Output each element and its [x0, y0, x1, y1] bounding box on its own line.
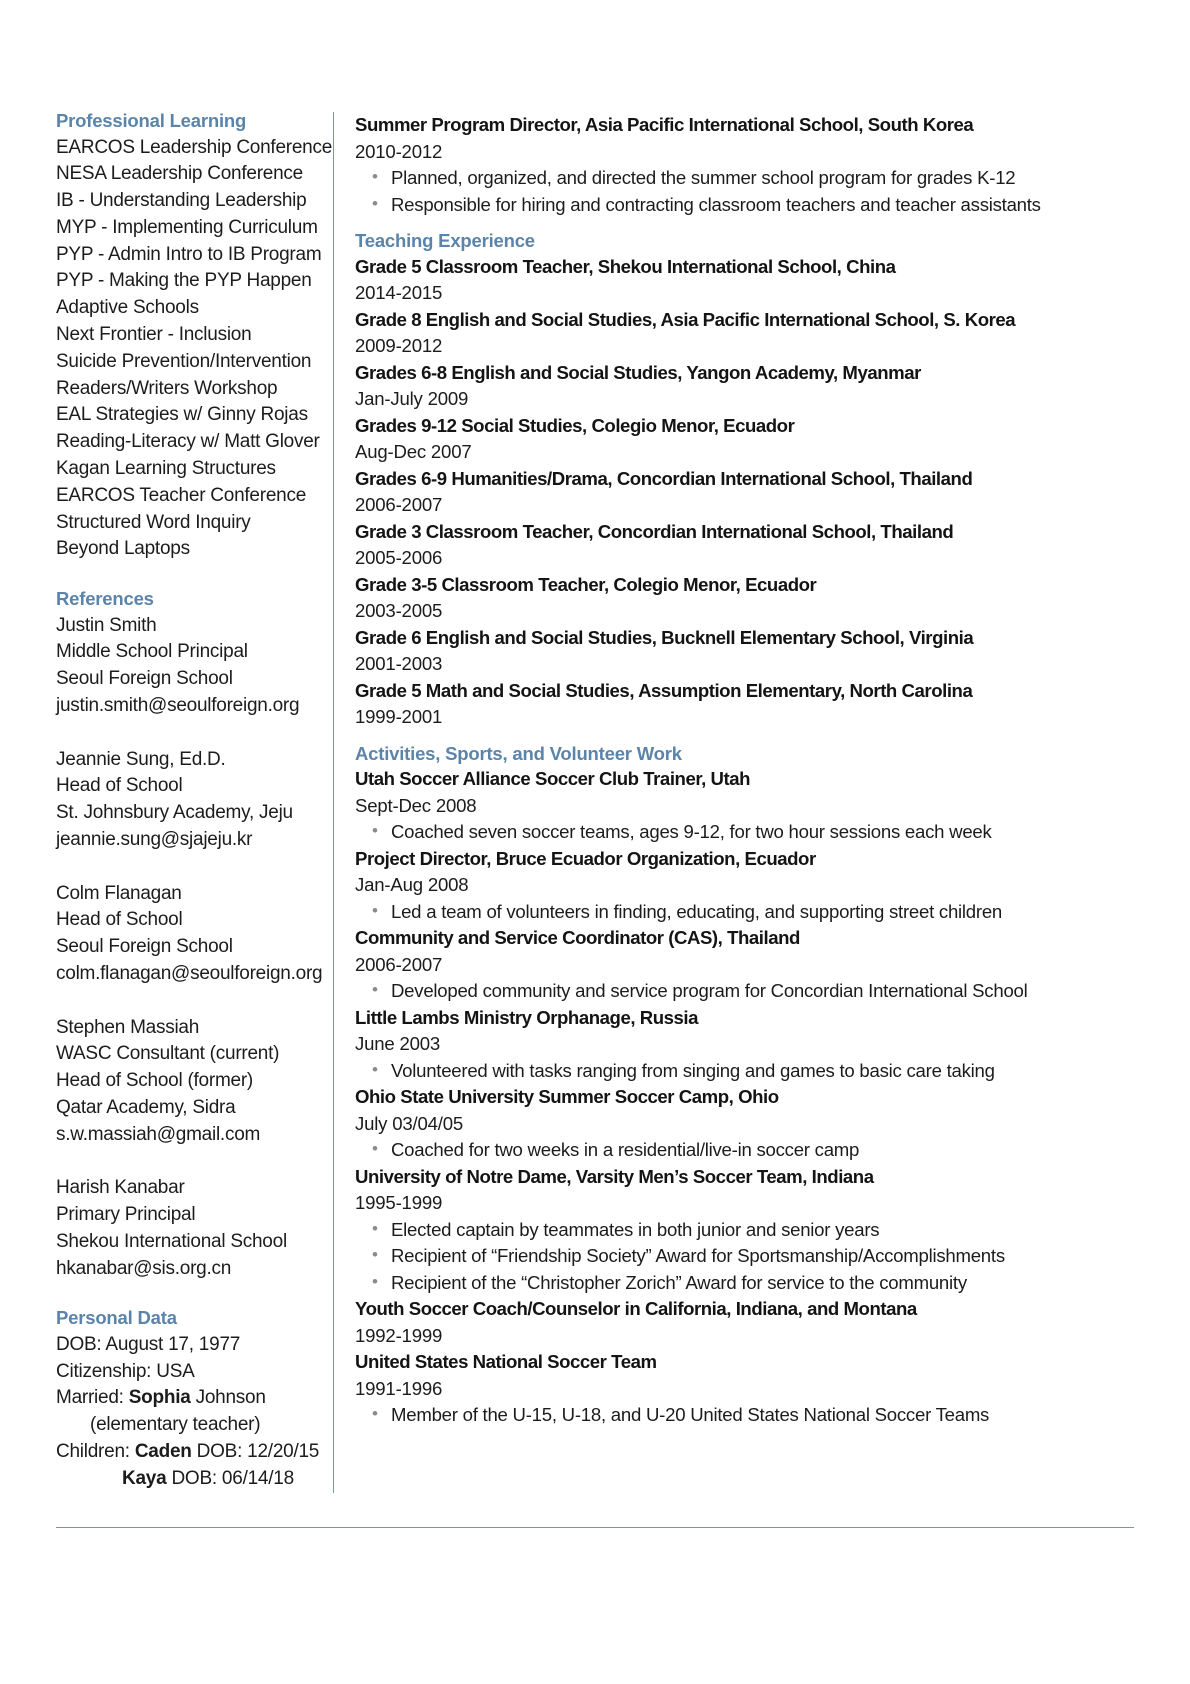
- continued-entry: [355, 112, 1128, 218]
- activities-list: [355, 766, 1128, 1429]
- married-line: [56, 1385, 321, 1412]
- spouse-name: Sophia: [128, 1387, 191, 1409]
- teaching-experience-section: [355, 232, 1128, 731]
- reference-entry: [56, 613, 321, 720]
- job-title: University of Notre Dame, Varsity Men’s Soccer Team, Indiana: [355, 1165, 874, 1187]
- dob-line: DOB: August 17, 1977: [56, 1333, 241, 1355]
- list-item: PYP - Admin Intro to IB Program: [56, 243, 322, 265]
- reference-email: s.w.massiah@gmail.com: [56, 1123, 261, 1145]
- bullet-item: • Responsible for hiring and contracting classroom teachers and teacher assistants: [355, 192, 1128, 219]
- job-bullets: [355, 165, 1128, 218]
- job-date: 2009-2012: [355, 335, 443, 356]
- job-title: Grade 3 Classroom Teacher, Concordian International School, Thailand: [355, 520, 954, 542]
- reference-title-secondary: Head of School (former): [56, 1070, 253, 1092]
- spacer: [56, 988, 321, 1015]
- job-title: Grades 9-12 Social Studies, Colegio Menor, Ecuador: [355, 414, 795, 436]
- bullet-item: • Recipient of the “Christopher Zorich” Award for service to the community: [355, 1270, 1128, 1297]
- list-item: EARCOS Leadership Conference: [56, 136, 333, 158]
- bullet-item: • Coached seven soccer teams, ages 9-12, for two hour sessions each week: [355, 819, 1128, 846]
- professional-learning-section: [56, 110, 333, 563]
- job-title: Grade 5 Classroom Teacher, Shekou International School, China: [355, 255, 896, 277]
- footer-rule: [56, 1527, 1134, 1528]
- experience-entry: [355, 254, 1128, 307]
- spacer: [56, 1282, 321, 1309]
- job-date: 2003-2005: [355, 600, 443, 621]
- job-date: 1999-2001: [355, 706, 443, 727]
- bullet-item: • Planned, organized, and directed the summer school program for grades K-12: [355, 165, 1128, 192]
- list-item: Reading-Literacy w/ Matt Glover: [56, 431, 320, 453]
- professional-learning-list: [56, 135, 333, 564]
- job-bullets: [355, 1137, 1128, 1164]
- job-date: 2014-2015: [355, 282, 443, 303]
- job-date: Aug-Dec 2007: [355, 441, 472, 462]
- experience-entry: [355, 519, 1128, 572]
- experience-entry: [355, 413, 1128, 466]
- reference-title: Middle School Principal: [56, 641, 248, 663]
- job-date: Jan-July 2009: [355, 388, 469, 409]
- activities-section: [355, 742, 1128, 1429]
- reference-organization: Qatar Academy, Sidra: [56, 1096, 236, 1118]
- list-item: Suicide Prevention/Intervention: [56, 350, 312, 372]
- professional-learning-heading: Professional Learning: [56, 110, 247, 131]
- children-label: Children:: [56, 1440, 135, 1462]
- bullet-item: • Developed community and service program for Concordian International School: [355, 978, 1128, 1005]
- child-two-line: [56, 1466, 321, 1493]
- reference-title: Head of School: [56, 775, 183, 797]
- list-item: NESA Leadership Conference: [56, 163, 303, 185]
- left-column: [56, 112, 333, 1493]
- job-title: Grades 6-8 English and Social Studies, Yangon Academy, Myanmar: [355, 361, 921, 383]
- job-title: Grades 6-9 Humanities/Drama, Concordian International School, Thailand: [355, 467, 973, 489]
- child-two-dob: DOB: 06/14/18: [166, 1467, 294, 1489]
- reference-email: justin.smith@seoulforeign.org: [56, 694, 300, 716]
- child-one-dob: DOB: 12/20/15: [191, 1440, 320, 1462]
- job-bullets: [355, 978, 1128, 1005]
- reference-title: Primary Principal: [56, 1204, 196, 1226]
- child-one-name: Caden: [134, 1440, 192, 1462]
- bullet-item: • Member of the U-15, U-18, and U-20 United States National Soccer Teams: [355, 1402, 1128, 1429]
- reference-name: Stephen Massiah: [56, 1016, 200, 1038]
- job-date: 2001-2003: [355, 653, 443, 674]
- reference-name: Jeannie Sung, Ed.D.: [56, 748, 226, 770]
- right-column: [355, 112, 1128, 1429]
- job-title: Grade 6 English and Social Studies, Bucknell Elementary School, Virginia: [355, 626, 974, 648]
- job-date: 2006-2007: [355, 494, 443, 515]
- list-item: EARCOS Teacher Conference: [56, 484, 307, 506]
- list-item: MYP - Implementing Curriculum: [56, 216, 318, 238]
- list-item: Adaptive Schools: [56, 297, 199, 319]
- references-heading: References: [56, 588, 154, 610]
- activity-entry: [355, 1084, 1128, 1164]
- job-title: Ohio State University Summer Soccer Camp, Ohio: [355, 1086, 779, 1107]
- job-date: 2005-2006: [355, 547, 443, 568]
- list-item: Kagan Learning Structures: [56, 458, 276, 480]
- reference-email: hkanabar@sis.org.cn: [56, 1257, 232, 1279]
- job-date: 1992-1999: [355, 1324, 443, 1346]
- job-title: Community and Service Coordinator (CAS), Thailand: [355, 927, 800, 948]
- experience-entry: [355, 572, 1128, 625]
- job-bullets: [355, 899, 1128, 926]
- spouse-note: (elementary teacher): [90, 1414, 261, 1436]
- job-date: Sept-Dec 2008: [355, 794, 477, 816]
- job-date: 2006-2007: [355, 953, 443, 975]
- list-item: IB - Understanding Leadership: [56, 190, 307, 212]
- bullet-item: • Recipient of “Friendship Society” Award for Sportsmanship/Accomplishments: [355, 1243, 1128, 1270]
- citizenship-line: Citizenship: USA: [56, 1360, 195, 1382]
- experience-entry: [355, 466, 1128, 519]
- references-list: [56, 613, 321, 1310]
- reference-name: Justin Smith: [56, 614, 157, 636]
- activity-entry: [355, 1005, 1128, 1085]
- job-bullets: [355, 819, 1128, 846]
- list-item: EAL Strategies w/ Ginny Rojas: [56, 404, 308, 426]
- list-item: Beyond Laptops: [56, 538, 190, 560]
- personal-data-heading: Personal Data: [56, 1307, 177, 1329]
- spacer: [56, 720, 321, 747]
- job-title: Little Lambs Ministry Orphanage, Russia: [355, 1006, 699, 1028]
- activity-entry: [355, 1296, 1128, 1349]
- reference-name: Harish Kanabar: [56, 1177, 185, 1199]
- activities-heading: Activities, Sports, and Volunteer Work: [355, 742, 682, 764]
- job-title: United States National Soccer Team: [355, 1351, 657, 1372]
- child-two-name: Kaya: [122, 1467, 167, 1489]
- two-column-layout: [56, 112, 1128, 1493]
- bullet-item: • Volunteered with tasks ranging from singing and games to basic care taking: [355, 1058, 1128, 1085]
- job-date: June 2003: [355, 1033, 441, 1054]
- job-title: Youth Soccer Coach/Counselor in California, Indiana, and Montana: [355, 1298, 917, 1319]
- bullet-item: • Coached for two weeks in a residential/live-in soccer camp: [355, 1137, 1128, 1164]
- teaching-experience-heading: Teaching Experience: [355, 230, 535, 251]
- job-title: Grade 5 Math and Social Studies, Assumption Elementary, North Carolina: [355, 679, 973, 701]
- spouse-surname: Johnson: [190, 1387, 266, 1409]
- child-one-line: [56, 1439, 321, 1466]
- job-date: 2010-2012: [355, 140, 443, 162]
- activity-entry: [355, 1164, 1128, 1297]
- job-date: 1995-1999: [355, 1192, 443, 1213]
- experience-entry: [355, 307, 1128, 360]
- reference-email: jeannie.sung@sjajeju.kr: [56, 828, 253, 850]
- list-item: Next Frontier - Inclusion: [56, 324, 252, 346]
- bullet-item: • Led a team of volunteers in finding, educating, and supporting street children: [355, 899, 1128, 926]
- activity-entry: [355, 766, 1128, 846]
- job-title: Grade 8 English and Social Studies, Asia Pacific International School, S. Korea: [355, 308, 1016, 330]
- job-date: 1991-1996: [355, 1377, 443, 1399]
- experience-entry: [355, 678, 1128, 731]
- job-title: Utah Soccer Alliance Soccer Club Trainer, Utah: [355, 768, 751, 789]
- job-title: Project Director, Bruce Ecuador Organization, Ecuador: [355, 847, 816, 869]
- list-item: PYP - Making the PYP Happen: [56, 270, 312, 292]
- activity-entry: [355, 1349, 1128, 1429]
- reference-organization: Seoul Foreign School: [56, 668, 233, 690]
- teaching-experience-list: [355, 254, 1128, 731]
- reference-organization: St. Johnsbury Academy, Jeju: [56, 802, 293, 824]
- reference-entry: [56, 881, 321, 988]
- married-label: Married:: [56, 1387, 129, 1409]
- reference-entry: [56, 747, 321, 854]
- bullet-item: • Elected captain by teammates in both junior and senior years: [355, 1217, 1128, 1244]
- reference-entry: [56, 1175, 321, 1282]
- spacer: [56, 563, 321, 590]
- list-item: Readers/Writers Workshop: [56, 377, 278, 399]
- references-section: [56, 590, 321, 1309]
- reference-email: colm.flanagan@seoulforeign.org: [56, 962, 323, 984]
- job-bullets: [355, 1402, 1128, 1429]
- experience-entry: [355, 625, 1128, 678]
- reference-name: Colm Flanagan: [56, 882, 182, 904]
- reference-entry: [56, 1015, 321, 1149]
- personal-data-section: [56, 1309, 321, 1492]
- reference-organization: Seoul Foreign School: [56, 936, 233, 958]
- job-title: Grade 3-5 Classroom Teacher, Colegio Menor, Ecuador: [355, 573, 817, 595]
- job-bullets: [355, 1217, 1128, 1297]
- activity-entry: [355, 925, 1128, 1005]
- job-title: Summer Program Director, Asia Pacific International School, South Korea: [355, 114, 974, 135]
- job-date: July 03/04/05: [355, 1112, 464, 1134]
- reference-organization: Shekou International School: [56, 1230, 287, 1252]
- column-divider: [333, 112, 334, 1493]
- reference-title: Head of School: [56, 909, 183, 931]
- list-item: Structured Word Inquiry: [56, 511, 251, 533]
- activity-entry: [355, 846, 1128, 926]
- spacer: [56, 1148, 321, 1175]
- job-date: Jan-Aug 2008: [355, 874, 469, 895]
- reference-title: WASC Consultant (current): [56, 1043, 280, 1065]
- job-bullets: [355, 1058, 1128, 1085]
- spacer: [56, 854, 321, 881]
- experience-entry: [355, 360, 1128, 413]
